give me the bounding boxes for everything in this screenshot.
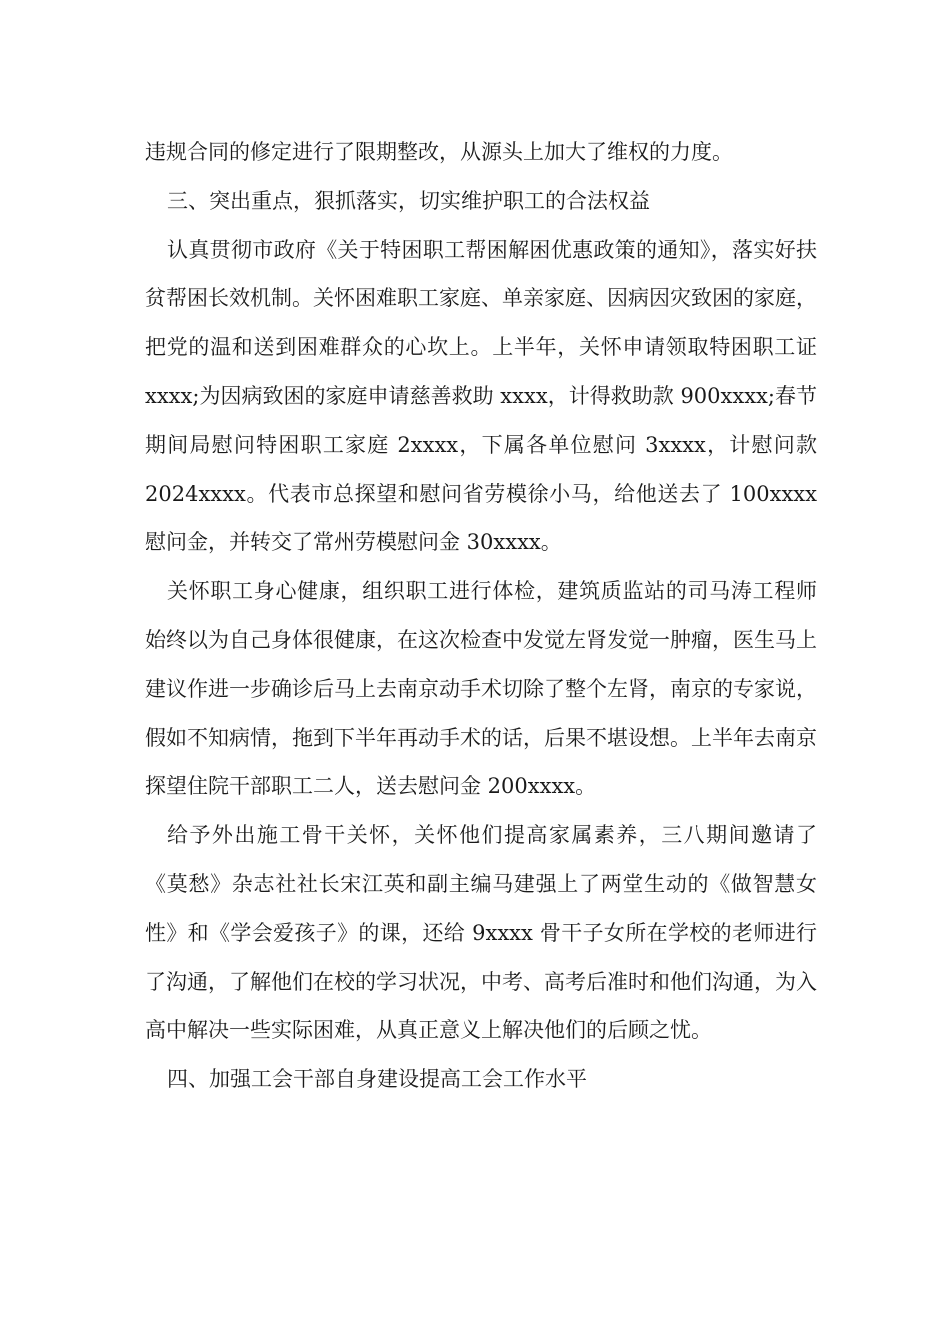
paragraph-poverty-relief: 认真贯彻市政府《关于特困职工帮困解困优惠政策的通知》，落实好扶贫帮困长效机制。关怀困难职工家庭、单亲家庭、因病因灾致困的家庭，把党的温和送到困难群众的心坎上。上半年，关怀申请领取特困职工证 xxxx;为因病致困的家庭申请慈善救助 xxxx，计得救助款 900xxxx;春节期间局慰问特困职工家庭 2xxxx，下属各单位慰问 3xxxx，计慰问款 2024xxxx。代表市总探望和慰问省劳模徐小马，给他送去了 100xxxx 慰问金，并转交了常州劳模慰问金 30xxxx。 [145,237,817,555]
document-body [145,128,817,1104]
paragraph-family-care: 给予外出施工骨干关怀，关怀他们提高家属素养，三八期间邀请了《莫愁》杂志社社长宋江英和副主编马建强上了两堂生动的《做智慧女性》和《学会爱孩子》的课，还给 9xxxx 骨干子女所在学校的老师进行了沟通，了解他们在校的学习状况，中考、高考后准时和他们沟通，为入高中解决一些实际困难，从真正意义上解决他们的后顾之忧。 [145,823,817,1043]
section-heading-three: 三、突出重点，狠抓落实，切实维护职工的合法权益 [167,188,650,213]
paragraph-continuation: 违规合同的修定进行了限期整改，从源头上加大了维权的力度。 [145,140,733,164]
paragraph-health-checkup: 关怀职工身心健康，组织职工进行体检，建筑质监站的司马涛工程师始终以为自己身体很健康，在这次检查中发觉左肾发觉一肿瘤，医生马上建议作进一步确诊后马上去南京动手术切除了整个左肾，南京的专家说，假如不知病情，拖到下半年再动手术的话，后果不堪设想。上半年去南京探望住院干部职工二人，送去慰问金 200xxxx。 [145,579,817,799]
section-heading-four: 四、加强工会干部自身建设提高工会工作水平 [167,1067,587,1092]
